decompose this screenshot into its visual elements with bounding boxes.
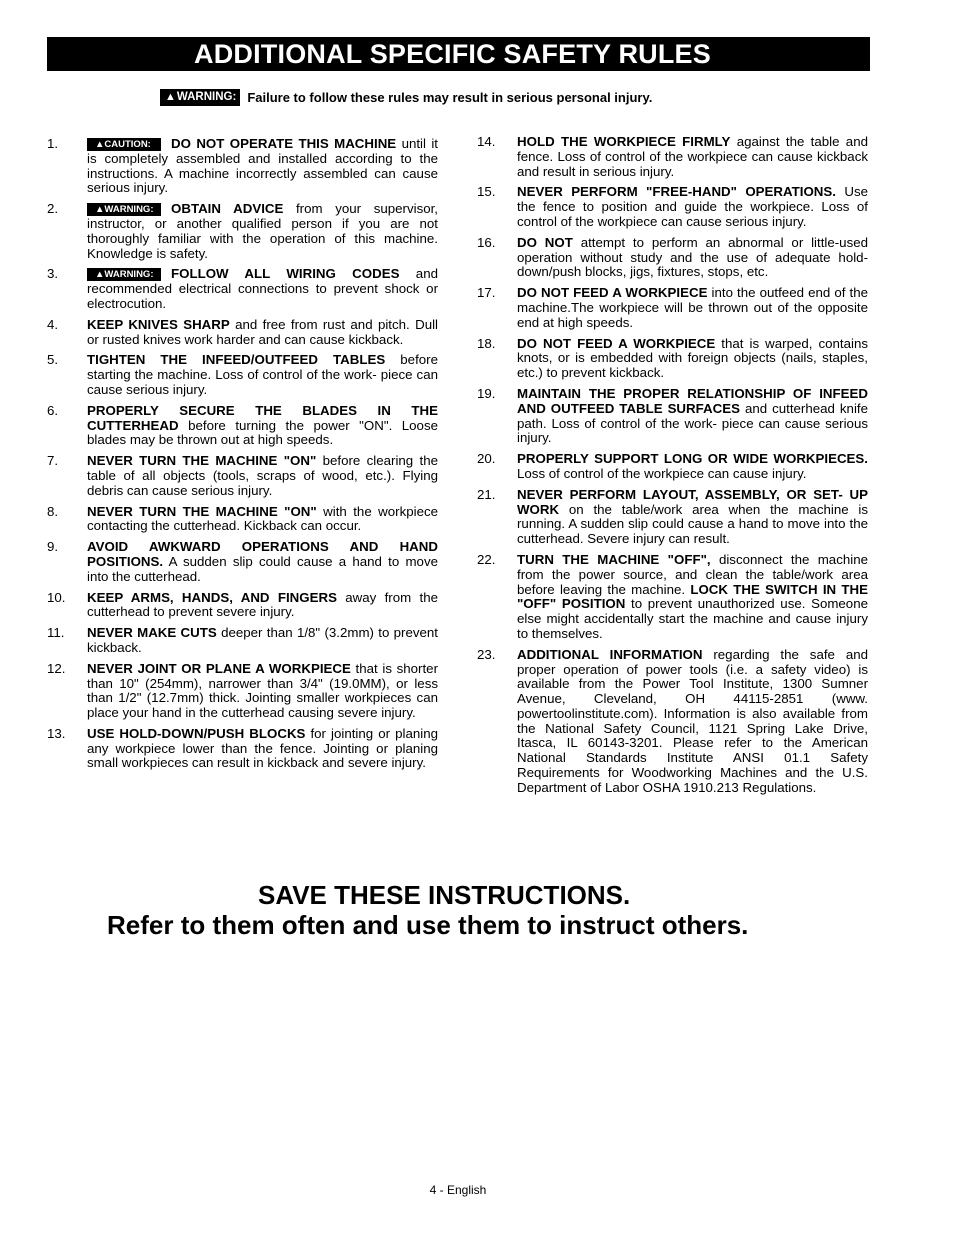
rule-lead: USE HOLD-DOWN/PUSH BLOCKS — [87, 725, 306, 741]
rule-text: that is warped, contains knots, or is embedded with foreign objects (nails, staples, etc.) to prevent kickback. — [517, 335, 869, 381]
rule-item — [47, 404, 438, 448]
rule-lead: ADDITIONAL INFORMATION — [517, 646, 703, 662]
rule-text: with the workpiece contacting the cutterhead. Kickback can occur. — [87, 503, 439, 534]
rule-item — [477, 452, 868, 482]
rule-item — [47, 662, 438, 721]
rule-item — [477, 286, 868, 330]
rule-item — [47, 540, 438, 584]
rule-lead: KEEP ARMS, HANDS, AND FINGERS — [87, 589, 337, 605]
rule-text: A sudden slip could cause a hand to move into the cutterhead. — [87, 553, 438, 584]
rule-number: 1. — [47, 136, 59, 151]
rule-lead: NEVER PERFORM LAYOUT, ASSEMBLY, OR SET- UP WORK — [517, 486, 868, 517]
rule-item — [477, 553, 868, 642]
save-instructions-heading: SAVE THESE INSTRUCTIONS. — [258, 880, 631, 910]
rule-number: 14. — [477, 134, 496, 149]
rule-lead: NEVER PERFORM "FREE-HAND" OPERATIONS. — [517, 184, 836, 200]
rule-lead: AVOID AWKWARD OPERATIONS AND HAND POSITIONS. — [87, 539, 438, 569]
rule-text: before starting the machine. Loss of control of the work- piece can cause serious injury. — [87, 352, 438, 397]
rule-item — [477, 135, 868, 179]
rule-number: 12. — [47, 660, 66, 676]
rule-text: against the table and fence. Loss of control of the workpiece can cause kickback and result in serious injury. — [517, 134, 868, 179]
rule-number: 2. — [47, 201, 59, 217]
rule-number: 22. — [477, 551, 496, 567]
rule-text: from your supervisor, instructor, or another qualified person if you are not thoroughly familiar with the operation of this machine. Knowledge is safety. — [87, 201, 438, 261]
rule-lead: NEVER JOINT OR PLANE A WORKPIECE — [87, 660, 351, 676]
rule-number: 20. — [477, 451, 496, 467]
rule-text: and free from rust and pitch. Dull or rusted knives work harder and can cause kickback. — [87, 316, 438, 347]
rule-number: 9. — [47, 539, 59, 555]
warning-triangle-icon: ▲ — [95, 139, 105, 150]
warning-badge-label: WARNING: — [176, 91, 237, 104]
rule-number: 16. — [477, 234, 496, 250]
rule-lead: FOLLOW ALL WIRING CODES — [171, 266, 400, 282]
rule-badge-label: CAUTION: — [104, 139, 151, 150]
rule-text: and cutterhead knife path. Loss of control of the work- piece can cause serious injury. — [517, 400, 868, 446]
rule-lead: NEVER TURN THE MACHINE "ON" — [87, 503, 317, 519]
rule-item — [47, 505, 438, 535]
rule-lead: NEVER MAKE CUTS — [87, 625, 217, 641]
rule-item — [47, 626, 438, 656]
page-footer: 4 - English — [429, 1183, 487, 1197]
rule-number: 5. — [47, 352, 59, 368]
rule-lead: TIGHTEN THE INFEED/OUTFEED TABLES — [87, 352, 386, 368]
warning-notice — [160, 89, 652, 107]
rule-item — [477, 337, 868, 381]
rule-lead: MAINTAIN THE PROPER RELATIONSHIP OF INFEED AND OUTFEED TABLE SURFACES — [517, 385, 868, 416]
rule-lead: HOLD THE WORKPIECE FIRMLY — [517, 134, 731, 149]
warning-triangle-icon: ▲ — [95, 269, 105, 281]
rule-item — [477, 648, 868, 796]
rule-text: before turning the power "ON". Loose blades may be thrown out at high speeds. — [87, 417, 438, 448]
warning-triangle-icon: ▲ — [165, 91, 176, 104]
rule-number: 11. — [47, 625, 65, 641]
rule-lead: DO NOT FEED A WORKPIECE — [517, 335, 716, 351]
rule-text: into the outfeed end of the machine.The workpiece will be thrown out of the opposite end at high speeds. — [517, 285, 868, 330]
save-instructions-subheading: Refer to them often and use them to instruct others. — [107, 910, 749, 940]
rule-number: 10. — [47, 589, 66, 605]
rule-number: 21. — [477, 486, 496, 502]
rule-text: before clearing the table of all objects (tools, scraps of wood, etc.). Flying debris can cause serious injury. — [87, 453, 439, 498]
rule-text: Use the fence to position and guide the workpiece. Loss of control of the workpiece can cause serious injury. — [517, 184, 868, 229]
rule-lead: OBTAIN ADVICE — [171, 201, 284, 217]
rule-item — [477, 185, 868, 229]
rule-item — [47, 137, 438, 196]
rule-lead: KEEP KNIVES SHARP — [87, 316, 230, 332]
rule-badge — [87, 138, 161, 151]
rule-text: that is shorter than 10" (254mm), narrower than 3/4" (19.0MM), or less than 1/2" (12.7mm) thick. Jointing smaller workpieces can place your hand in the cutterhead causing severe injury. — [87, 660, 439, 721]
rule-number: 17. — [477, 285, 496, 301]
rule-text: regarding the safe and proper operation of power tools (i.e. a safety video) is available from the Power Tool Institute, 1300 Sumner Avenue, Cleveland, OH 44115-2851 (www. powertoolinstitute.com). Information is also available from the National Safety Council, 1121 Spring Lake Drive, Itasca, IL 60143-3201. Please refer to the American National Standards Institute ANSI 01.1 Safety Requirements for Woodworking Machines and the U.S. Department of Labor OSHA 1910.213 Regulations. — [517, 646, 869, 795]
page-title: ADDITIONAL SPECIFIC SAFETY RULES — [47, 37, 870, 71]
rule-item — [47, 267, 438, 311]
rule-number: 7. — [47, 453, 59, 469]
rule-text: and recommended electrical connections to prevent shock or electrocution. — [87, 266, 438, 311]
rule-lead: NEVER TURN THE MACHINE "ON" — [87, 453, 317, 469]
rule-text: deeper than 1/8" (3.2mm) to prevent kickback. — [87, 625, 438, 655]
rule-number: 6. — [47, 402, 59, 418]
rule-item — [47, 202, 438, 261]
rule-item — [477, 488, 868, 547]
rule-number: 13. — [47, 725, 66, 741]
rule-item — [47, 727, 438, 771]
rule-item — [47, 591, 438, 621]
rule-number: 4. — [47, 316, 59, 332]
rule-lead: LOCK THE SWITCH IN THE "OFF" POSITION — [517, 581, 868, 612]
rule-badge-label: WARNING: — [104, 269, 154, 281]
rule-text: Loss of control of the workpiece can cause injury. — [517, 465, 807, 481]
rule-item — [47, 454, 438, 498]
rule-number: 15. — [477, 184, 496, 200]
rule-lead: DO NOT OPERATE THIS MACHINE — [171, 136, 397, 151]
rule-text: until it is completely assembled and installed according to the instructions. A machine incorrectly assembled can cause serious injury. — [87, 136, 438, 196]
warning-triangle-icon: ▲ — [95, 204, 105, 216]
rule-item — [47, 318, 438, 348]
rule-item — [477, 236, 868, 280]
rules-column-right — [477, 135, 868, 802]
rule-item — [47, 353, 438, 397]
rule-number: 19. — [477, 385, 496, 401]
rule-number: 18. — [477, 335, 496, 351]
rule-lead: DO NOT — [517, 234, 573, 250]
rule-lead: PROPERLY SUPPORT LONG OR WIDE WORKPIECES. — [517, 451, 868, 467]
rule-badge-label: WARNING: — [104, 204, 154, 216]
rule-lead: DO NOT FEED A WORKPIECE — [517, 285, 708, 301]
rule-text: disconnect the machine from the power source, and clean the table/work area before leaving the machine. — [517, 551, 868, 597]
warning-badge — [160, 89, 240, 106]
rule-badge — [87, 203, 161, 216]
rule-number: 8. — [47, 503, 59, 519]
rule-badge — [87, 268, 161, 281]
rules-column-left — [47, 137, 438, 777]
rule-text: attempt to perform an abnormal or little-used operation without study and the use of adequate hold-down/push blocks, jigs, fixtures, stops, etc. — [517, 234, 869, 280]
rule-text: for jointing or planing any workpiece lower than the fence. Jointing or planing small workpieces can result in kickback and severe injury. — [87, 725, 438, 771]
rule-text: to prevent unauthorized use. Someone else might accidentally start the machine and cause injury to themselves. — [517, 596, 868, 641]
rule-text: on the table/work area when the machine is running. A sudden slip could cause a hand to move into the cutterhead. Severe injury can result. — [517, 501, 868, 547]
rule-number: 23. — [477, 646, 496, 662]
rule-text: away from the cutterhead to prevent severe injury. — [87, 589, 438, 620]
rule-lead: TURN THE MACHINE "OFF", — [517, 551, 711, 567]
rule-lead: PROPERLY SECURE THE BLADES IN THE CUTTERHEAD — [87, 402, 438, 433]
warning-text: Failure to follow these rules may result in serious personal injury. — [247, 90, 653, 106]
rule-number: 3. — [47, 266, 59, 282]
rule-item — [477, 387, 868, 446]
